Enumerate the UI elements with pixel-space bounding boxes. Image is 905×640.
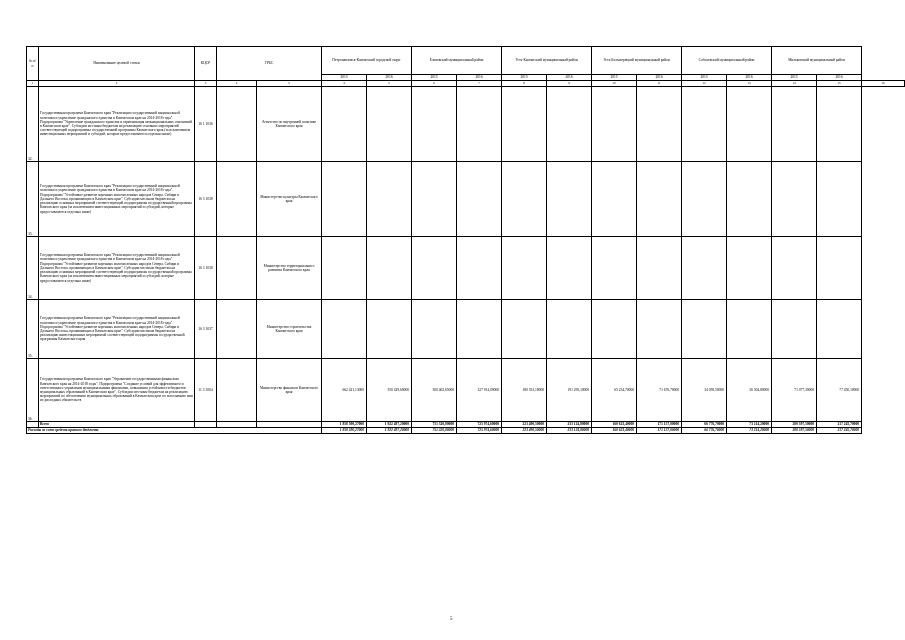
- row-value: [592, 162, 637, 237]
- year-header: 2016: [457, 75, 502, 81]
- row-value: [592, 300, 637, 359]
- page-number: 5: [450, 617, 453, 622]
- total-value: 725 974,60000: [457, 422, 502, 428]
- row-value: [817, 300, 862, 359]
- year-header: 2015: [412, 75, 457, 81]
- row-value: [637, 87, 682, 162]
- row-value: [547, 87, 592, 162]
- row-value: 71 077,30000: [772, 359, 817, 422]
- row-kcsr: 16 3 1038: [195, 162, 217, 237]
- row-value: [367, 87, 412, 162]
- row-value: [322, 87, 367, 162]
- row-grbs: Министерство финансов Камчатского края: [257, 359, 322, 422]
- row-name: Государственная программа Камчатского края "Реализация государственной национальной политики и укрепление гражданского единства в Камчатском крае на 2014-2018 годы". Подпрограмма "Устойчивое развитие коренных малочисленных народов Севера, Сибири и Дальнего Востока, проживающих в Камчатском крае". Субсидии местным бюджетам на реализацию инвестиционных мероприятий соответствующей подпрограммы государственной программы Камчатского края: [39, 300, 195, 359]
- row-value: [637, 162, 682, 237]
- year-header: 2016: [637, 75, 682, 81]
- total-value: 223 490,50000: [502, 422, 547, 428]
- total-value: 751 320,80000: [412, 422, 457, 428]
- row-kcsr: 11 3 1004: [195, 359, 217, 422]
- row-value: [772, 300, 817, 359]
- row-value: [727, 162, 772, 237]
- row-number: 34.: [27, 237, 39, 300]
- row-value: [547, 300, 592, 359]
- row-value: [502, 162, 547, 237]
- year-header: 2016: [367, 75, 412, 81]
- row-blank: [217, 237, 257, 300]
- row-blank: [217, 87, 257, 162]
- column-number: 7: [457, 81, 502, 87]
- column-number: 3: [195, 81, 217, 87]
- row-value: [727, 300, 772, 359]
- column-number: 12: [682, 81, 727, 87]
- row-value: [457, 87, 502, 162]
- col-header-grbs: ГРБС: [217, 47, 322, 81]
- column-number: 10: [592, 81, 637, 87]
- row-value: 77 450,10000: [817, 359, 862, 422]
- row-value: 71 676,70000: [637, 359, 682, 422]
- column-number: 4: [322, 81, 367, 87]
- total-value: 200 597,50000: [772, 422, 817, 428]
- total-value: 1 858 590,27000: [322, 422, 367, 428]
- col-group-header: Усть-Большерецкий муниципальный район: [592, 47, 682, 75]
- total-label: Всего: [39, 422, 195, 428]
- row-value: [772, 162, 817, 237]
- year-header: 2016: [817, 75, 862, 81]
- row-value: [727, 87, 772, 162]
- row-value: [412, 300, 457, 359]
- budget-table: [26, 46, 905, 434]
- row-name: Государственная программа Камчатского края "Управление государственными финансами Камчатского края на 2014-2018 годы". Подпрограмма "Создание условий для эффективного и ответственного управления муниципальными финансами, повышения устойчивости бюджетов муниципальных образований в Камчатском крае". Субсидии местным бюджетам на реализацию мероприятий по обеспечению муниципальных образований в Камчатском крае по исполнению ими их расходных обязательств: [39, 359, 195, 422]
- row-value: 36 304,80000: [727, 359, 772, 422]
- column-number: 8: [502, 81, 547, 87]
- row-value: [682, 237, 727, 300]
- row-name: Государственная программа Камчатского края "Реализация государственной национальной политики и укрепление гражданского единства в Камчатском крае на 2014-2018 годы". Подпрограмма "Устойчивое развитие коренных малочисленных народов Севера, Сибири и Дальнего Востока, проживающих в Камчатском крае". Субсидии местным бюджетам на реализацию основных мероприятий соответствующей подпрограммы государственной программы Камчатского края (за исключением инвестиционных мероприятий и субсидий, которые предоставляются отдельно ниже): [39, 162, 195, 237]
- table-row: [27, 87, 905, 162]
- own-budget-value: 200 597,50000: [772, 428, 817, 434]
- row-value: [817, 87, 862, 162]
- row-value: [592, 87, 637, 162]
- col-group-header: Елизовский муниципальный район: [412, 47, 502, 75]
- own-budget-value: 1 858 590,27000: [322, 428, 367, 434]
- year-header: 2016: [727, 75, 772, 81]
- row-number: 32.: [27, 87, 39, 162]
- own-budget-value: 233 124,80000: [547, 428, 592, 434]
- row-value: 34 059,50000: [682, 359, 727, 422]
- row-value: 662 421,13000: [322, 359, 367, 422]
- row-value: [502, 87, 547, 162]
- own-budget-value: 66 776,70000: [682, 428, 727, 434]
- row-value: [412, 237, 457, 300]
- col-header-no: № п/п: [27, 47, 39, 81]
- row-kcsr: 16 3 1037: [195, 300, 217, 359]
- column-number: 14: [772, 81, 817, 87]
- row-value: [592, 237, 637, 300]
- row-value: [772, 237, 817, 300]
- year-header: 2015: [502, 75, 547, 81]
- column-number: 1: [27, 81, 39, 87]
- row-value: [322, 162, 367, 237]
- column-number: 2: [39, 81, 195, 87]
- row-number: 36.: [27, 359, 39, 422]
- col-header-kcsr: КЦСР: [195, 47, 217, 81]
- year-header: 2015: [322, 75, 367, 81]
- row-value: 327 914,09000: [457, 359, 502, 422]
- column-number: 11: [637, 81, 682, 87]
- row-grbs: Министерство территориального развития Камчатского края: [257, 237, 322, 300]
- own-budget-row: [27, 428, 905, 434]
- table-row: [27, 237, 905, 300]
- year-header: 2015: [772, 75, 817, 81]
- own-budget-value: 725 974,60000: [457, 428, 502, 434]
- row-value: 180 353,18000: [502, 359, 547, 422]
- column-number: 5: [367, 81, 412, 87]
- row-value: [637, 300, 682, 359]
- own-budget-value: 73 214,20000: [727, 428, 772, 434]
- table-row: [27, 359, 905, 422]
- row-value: [502, 237, 547, 300]
- row-value: 550 429,60000: [367, 359, 412, 422]
- row-value: [367, 300, 412, 359]
- col-group-header: Соболевский муниципальный район: [682, 47, 772, 75]
- row-name: Государственная программа Камчатского края "Реализация государственной национальной политики и укрепление гражданского единства в Камчатском крае на 2014-2018 годы". Подпрограмма "Устойчивое развитие коренных малочисленных народов Севера, Сибири и Дальнего Востока, проживающих в Камчатском крае". Субсидии местным бюджетам на реализацию основных мероприятий соответствующей подпрограммы государственной программы Камчатского края (за исключением инвестиционных мероприятий и субсидий, которые предоставляются отдельно ниже): [39, 237, 195, 300]
- own-budget-value: 223 490,50000: [502, 428, 547, 434]
- row-value: [547, 162, 592, 237]
- row-value: [772, 87, 817, 162]
- table-row: [27, 300, 905, 359]
- year-header: 2016: [547, 75, 592, 81]
- row-blank: [217, 300, 257, 359]
- own-budget-value: 1 922 497,20000: [367, 428, 412, 434]
- row-value: [367, 237, 412, 300]
- own-budget-label: Расходы за счет средств краевого бюджета: [27, 428, 322, 434]
- row-value: [817, 237, 862, 300]
- total-value: 171 157,00000: [637, 422, 682, 428]
- row-value: [412, 87, 457, 162]
- row-value: [637, 237, 682, 300]
- total-value: 1 922 497,20000: [367, 422, 412, 428]
- total-value: 233 124,80000: [547, 422, 592, 428]
- own-budget-value: 160 623,40000: [592, 428, 637, 434]
- col-group-header: Усть-Камчатский муниципальный район: [502, 47, 592, 75]
- row-name: Государственная программа Камчатского края "Реализация государственной национальной политики и укрепление гражданского единства в Камчатском крае на 2014-2018 годы". Подпрограмма "Укрепление гражданского единства и гармонизация межнациональных отношений в Камчатском крае". Субсидии местным бюджетам на реализацию основных мероприятий соответствующей подпрограммы государственной программы Камчатского края (за исключением инвестиционных мероприятий и субсидий, которые предоставляются отдельно ниже): [39, 87, 195, 162]
- total-value: 217 245,70000: [817, 422, 862, 428]
- row-value: [547, 237, 592, 300]
- row-value: [817, 162, 862, 237]
- column-number: 9: [547, 81, 592, 87]
- col-group-header: Мильковский муниципальный район: [772, 47, 862, 75]
- row-value: [457, 300, 502, 359]
- total-value: 73 214,20000: [727, 422, 772, 428]
- own-budget-value: 751 320,80000: [412, 428, 457, 434]
- row-number: 33.: [27, 162, 39, 237]
- total-value: 66 776,70000: [682, 422, 727, 428]
- row-value: [502, 300, 547, 359]
- row-kcsr: 16 1 1036: [195, 87, 217, 162]
- row-grbs: Агентство по внутренней политике Камчатского края: [257, 87, 322, 162]
- column-number: 6: [412, 81, 457, 87]
- column-number: 5: [257, 81, 322, 87]
- row-value: 191 295,10000: [547, 359, 592, 422]
- column-number: 13: [727, 81, 772, 87]
- row-value: [367, 162, 412, 237]
- header-row: [27, 47, 905, 75]
- row-value: 300 465,65000: [412, 359, 457, 422]
- row-kcsr: 16 3 1038: [195, 237, 217, 300]
- row-value: [457, 162, 502, 237]
- column-number: 4: [217, 81, 257, 87]
- row-number: 35.: [27, 300, 39, 359]
- row-blank: [217, 162, 257, 237]
- row-grbs: Министерство культуры Камчатского края: [257, 162, 322, 237]
- table-row: [27, 162, 905, 237]
- row-value: [682, 300, 727, 359]
- col-header-name: Наименование целевой статьи: [39, 47, 195, 81]
- col-group-header: Петропавловск-Камчатский городской округ: [322, 47, 412, 75]
- own-budget-value: 217 245,70000: [817, 428, 862, 434]
- own-budget-value: 171 157,00000: [637, 428, 682, 434]
- year-header: 2015: [592, 75, 637, 81]
- row-value: [727, 237, 772, 300]
- row-value: [412, 162, 457, 237]
- row-value: [682, 87, 727, 162]
- row-value: [457, 237, 502, 300]
- row-value: [322, 237, 367, 300]
- row-value: 65 234,70000: [592, 359, 637, 422]
- row-grbs: Министерство строительства Камчатского края: [257, 300, 322, 359]
- row-blank: [217, 359, 257, 422]
- column-number: 16: [862, 81, 905, 87]
- column-number: 15: [817, 81, 862, 87]
- total-value: 160 623,40000: [592, 422, 637, 428]
- year-header: 2015: [682, 75, 727, 81]
- row-value: [322, 300, 367, 359]
- row-value: [682, 162, 727, 237]
- budget-table-sheet: [26, 46, 885, 434]
